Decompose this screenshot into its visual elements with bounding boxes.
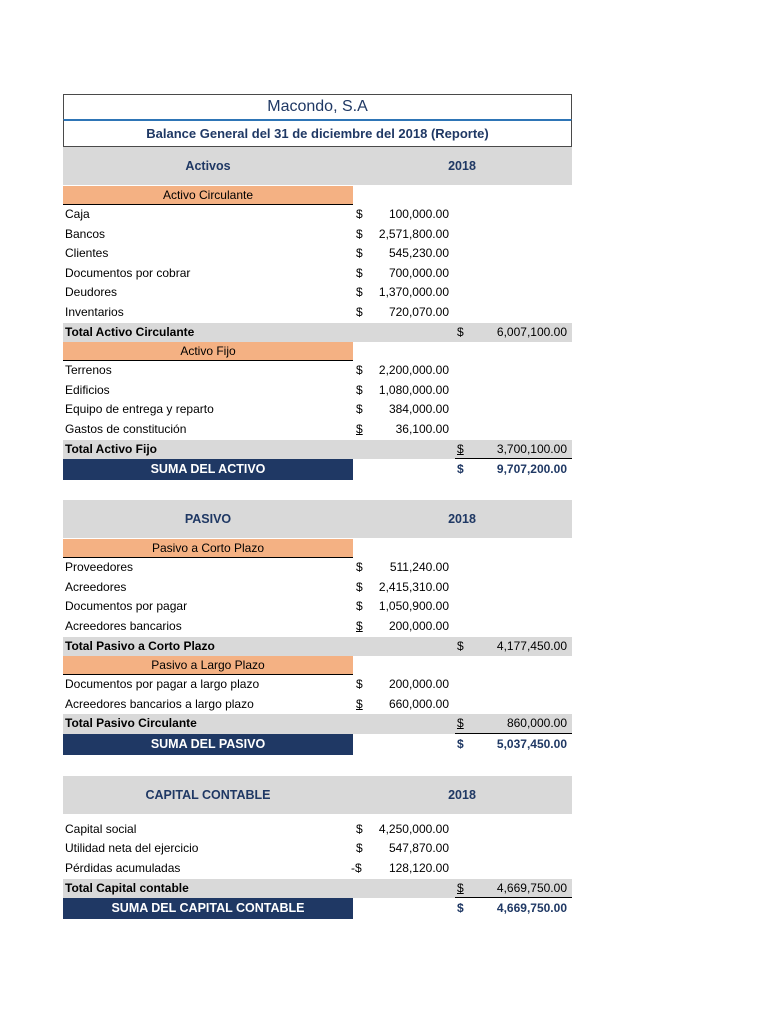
pasivo-largo-title: Pasivo a Largo Plazo	[63, 656, 353, 675]
line-item: Documentos por pagar a largo plazo $ 200,000.00	[65, 677, 449, 692]
pasivo-header	[63, 500, 572, 538]
capital-header	[63, 776, 572, 814]
line-item: Inventarios $ 720,070.00	[63, 303, 572, 323]
line-item: Terrenos $ 2,200,000.00	[65, 363, 449, 378]
balance-sheet	[63, 94, 572, 919]
suma-del-capital: SUMA DEL CAPITAL CONTABLE $ 4,669,750.00	[63, 898, 572, 919]
line-item: Proveedores $ 511,240.00	[65, 560, 449, 575]
line-item: Caja $ 100,000.00	[65, 207, 449, 221]
activo-circulante-title: Activo Circulante	[63, 186, 353, 205]
line-item: Acreedores $ 2,415,310.00	[65, 579, 449, 594]
line-item: Bancos $ 2,571,800.00	[65, 226, 449, 241]
activos-header	[63, 147, 572, 185]
line-item: Deudores $ 1,370,000.00	[65, 285, 449, 300]
suma-pasivo-label: SUMA DEL PASIVO	[63, 734, 353, 755]
line-item: Documentos por pagar $ 1,050,900.00	[65, 599, 449, 614]
line-item: Gastos de constitución $ 36,100.00	[63, 420, 572, 440]
pasivo-corto-title: Pasivo a Corto Plazo	[63, 539, 353, 558]
pasivo-year: 2018	[448, 512, 476, 527]
line-item: Acreedores bancarios a largo plazo $ 660,000.00	[63, 695, 572, 715]
activo-fijo-title: Activo Fijo	[63, 342, 353, 361]
line-item: Acreedores bancarios $ 200,000.00	[63, 617, 572, 637]
capital-year: 2018	[448, 787, 476, 802]
report-title: Balance General del 31 de diciembre del 2018 (Reporte)	[63, 119, 572, 147]
line-item: Utilidad neta del ejercicio $ 547,870.00	[65, 841, 449, 856]
activos-header-label: Activos	[185, 159, 231, 173]
suma-del-activo: SUMA DEL ACTIVO $ 9,707,200.00	[63, 459, 572, 480]
line-item: Clientes $ 545,230.00	[65, 246, 449, 261]
pasivo-header-label: PASIVO	[184, 512, 232, 527]
company-name: Macondo, S.A	[63, 94, 572, 119]
line-item: Pérdidas acumuladas -$ 128,120.00	[63, 859, 572, 879]
total-activo-fijo: Total Activo Fijo $ 3,700,100.00	[63, 440, 572, 460]
capital-header-label: CAPITAL CONTABLE	[145, 787, 271, 802]
total-capital-contable: Total Capital contable $ 4,669,750.00	[63, 879, 572, 899]
suma-del-pasivo: SUMA DEL PASIVO $ 5,037,450.00	[63, 734, 572, 755]
line-item: Equipo de entrega y reparto $ 384,000.00	[65, 402, 449, 417]
total-pasivo-corto: Total Pasivo a Corto Plazo $ 4,177,450.00	[63, 637, 572, 657]
line-item: Documentos por cobrar $ 700,000.00	[65, 265, 449, 280]
suma-capital-label: SUMA DEL CAPITAL CONTABLE	[63, 898, 353, 919]
line-item: Edificios $ 1,080,000.00	[65, 382, 449, 397]
total-pasivo-largo: Total Pasivo Circulante $ 860,000.00	[63, 714, 572, 734]
total-activo-circulante: Total Activo Circulante $ 6,007,100.00	[63, 323, 572, 343]
activos-year: 2018	[448, 159, 476, 173]
suma-activo-label: SUMA DEL ACTIVO	[63, 459, 353, 480]
line-item: Capital social $ 4,250,000.00	[65, 821, 449, 836]
